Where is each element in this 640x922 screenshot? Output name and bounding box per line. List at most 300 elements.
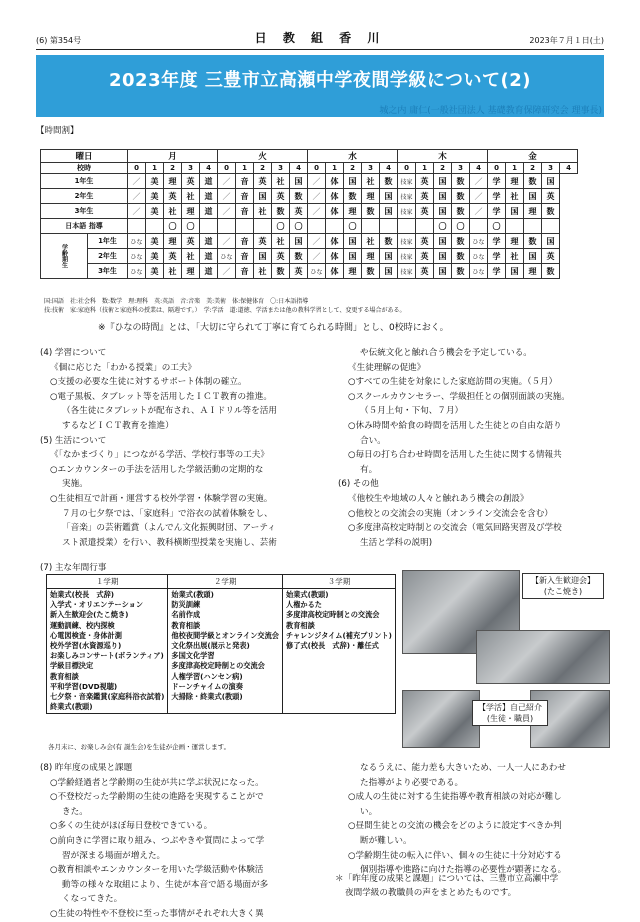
timetable-cell: 学 — [488, 234, 506, 249]
day-4: 金 — [488, 150, 578, 163]
timetable-cell: ／ — [308, 249, 326, 264]
timetable-cell — [416, 219, 434, 234]
text-line: ○休み時間や給食の時間を活用した生徒との自由な語り — [348, 420, 562, 431]
timetable-cell: 国 — [524, 189, 542, 204]
events-table — [46, 574, 396, 714]
text-line: や伝統文化と触れ合う機会を予定している。 — [360, 348, 532, 358]
text-line: (5) 生活について — [40, 435, 107, 446]
event-item: 終業式(教頭) — [50, 702, 93, 712]
event-item: チャレンジタイム(補充プリント) — [286, 630, 392, 640]
timetable-cell: 数 — [542, 204, 560, 219]
timetable-cell: 数 — [452, 264, 470, 279]
event-item: 始業式(教頭) — [286, 590, 329, 599]
text-line: 生活と学科の説明) — [360, 537, 433, 548]
timetable-cell: 理 — [344, 204, 362, 219]
timetable-cell — [128, 219, 146, 234]
timetable-cell: 技家 — [398, 174, 416, 189]
term-2-events — [168, 589, 283, 714]
timetable-cell: 英 — [542, 249, 560, 264]
timetable-cell: 国 — [434, 234, 452, 249]
period-4-4: 4 — [560, 163, 578, 174]
timetable-cell: 音 — [236, 204, 254, 219]
timetable-cell: 数 — [524, 174, 542, 189]
timetable-cell: 音 — [236, 174, 254, 189]
timetable-cell: 美 — [146, 204, 164, 219]
timetable-cell: 数 — [272, 264, 290, 279]
timetable-cell: 〇 — [182, 219, 200, 234]
events-title: (7) 主な年間行事 — [40, 563, 107, 573]
period-2-2: 2 — [344, 163, 362, 174]
timetable-cell: ／ — [470, 174, 488, 189]
timetable-cell: 社 — [362, 174, 380, 189]
timetable-row — [41, 189, 578, 204]
timetable-cell: 国 — [290, 174, 308, 189]
timetable-cell: 数 — [362, 264, 380, 279]
timetable-cell: 英 — [254, 234, 272, 249]
period-4-2: 2 — [524, 163, 542, 174]
timetable-day-row — [41, 150, 578, 163]
timetable-cell: ひな — [470, 249, 488, 264]
timetable-cell: 社 — [506, 249, 524, 264]
text-line: ○電子黒板、タブレット等を活用したＩＣＴ教育の推進。 — [50, 391, 272, 402]
period-4-1: 1 — [506, 163, 524, 174]
timetable-cell: 国 — [434, 264, 452, 279]
timetable-cell: 英 — [182, 174, 200, 189]
timetable-cell: 〇 — [272, 219, 290, 234]
timetable-cell: 社 — [506, 189, 524, 204]
timetable-cell: 理 — [164, 234, 182, 249]
timetable-row — [41, 249, 578, 264]
timetable-row — [41, 234, 578, 249]
timetable-cell: 学 — [488, 264, 506, 279]
timetable-cell: ひな — [470, 234, 488, 249]
text-line: くなってきた。 — [62, 894, 123, 905]
period-0-2: 2 — [164, 163, 182, 174]
period-4-3: 3 — [542, 163, 560, 174]
text-line: 《個に応じた「わかる授業」の工夫》 — [50, 362, 197, 373]
timetable-period-row — [41, 163, 578, 174]
day-1: 火 — [218, 150, 308, 163]
results-right-column — [338, 761, 608, 878]
event-item: 始業式(校長 式辞) — [50, 590, 115, 599]
timetable-cell: 英 — [164, 189, 182, 204]
timetable-cell: ひな — [470, 264, 488, 279]
timetable-cell: 数 — [524, 234, 542, 249]
text-line: ○多度津高校定時制との交流会（電気回路実習及び学校 — [348, 523, 562, 534]
timetable-cell: 学 — [488, 174, 506, 189]
timetable-cell: 理 — [506, 174, 524, 189]
event-item: 運動訓練、校内探検 — [50, 620, 115, 630]
timetable-cell: 英 — [290, 264, 308, 279]
timetable-cell: 社 — [254, 264, 272, 279]
timetable-cell: 数 — [452, 234, 470, 249]
text-line: 《他校生や地域の人々と触れあう機会の創設》 — [348, 493, 529, 504]
text-line: ○成人の生徒に対する生徒指導や教育相談の対応が難し — [348, 792, 562, 803]
timetable-cell: 国 — [434, 174, 452, 189]
timetable-cell — [254, 219, 272, 234]
period-0-3: 3 — [182, 163, 200, 174]
event-item: 教育相談 — [286, 620, 315, 630]
timetable-cell: 数 — [290, 249, 308, 264]
text-line: ○生徒の特性や不登校に至った事情がそれぞれ大きく異 — [50, 908, 264, 919]
period-3-3: 3 — [452, 163, 470, 174]
self-intro-caption: 【学活】自己紹介 (生徒・職員) — [472, 700, 548, 726]
event-item: 平和学習(DVD視聴) — [50, 681, 118, 691]
text-line: ○前向きに学習に取り組み、つぶやきや質問によって学 — [50, 835, 265, 846]
timetable-cell: 技家 — [398, 234, 416, 249]
timetable-cell: 国 — [380, 189, 398, 204]
text-line: ○生徒相互で計画・運営する校外学習・体験学習の実施。 — [50, 493, 273, 504]
event-item: 他校夜間学級とオンライン交流会 — [171, 630, 279, 640]
issue-number: (6) 第354号 — [36, 36, 82, 45]
event-item: 人権かるた — [286, 600, 322, 610]
timetable-cell: 数 — [380, 174, 398, 189]
timetable-cell: 国 — [290, 234, 308, 249]
text-line: (8) 昨年度の成果と課題 — [40, 763, 133, 773]
timetable-cell: 国 — [524, 249, 542, 264]
timetable-row — [41, 219, 578, 234]
timetable-row — [41, 204, 578, 219]
issue-date: 2023年７月１日(土) — [529, 36, 604, 45]
timetable-cell: 数 — [344, 189, 362, 204]
period-1-1: 1 — [236, 163, 254, 174]
period-2-0: 0 — [308, 163, 326, 174]
timetable-cell: 国 — [254, 249, 272, 264]
timetable-cell: 国 — [506, 204, 524, 219]
timetable-cell: 体 — [326, 264, 344, 279]
period-1-2: 2 — [254, 163, 272, 174]
period-3-4: 4 — [470, 163, 488, 174]
text-line: （各生徒にタブレットが配布され、ＡＩドリル等を活用 — [62, 406, 277, 417]
event-item: 校外学習(水資源巡り) — [50, 641, 122, 651]
timetable-cell: 技家 — [398, 264, 416, 279]
timetable-cell: 体 — [326, 189, 344, 204]
timetable-cell: 国 — [344, 234, 362, 249]
timetable-cell: 技家 — [398, 204, 416, 219]
text-line: きた。 — [62, 806, 88, 817]
timetable-cell: 数 — [452, 249, 470, 264]
text-line: た指導がより必要である。 — [360, 777, 464, 788]
timetable-cell: 学 — [488, 204, 506, 219]
period-3-0: 0 — [398, 163, 416, 174]
timetable-cell: 英 — [272, 189, 290, 204]
timetable-cell — [362, 219, 380, 234]
timetable-cell: 美 — [146, 249, 164, 264]
row-label: 3年生 — [88, 264, 128, 279]
day-3: 木 — [398, 150, 488, 163]
timetable-cell: 国 — [542, 174, 560, 189]
event-item: 多国文化学習 — [171, 651, 215, 661]
timetable-cell: 英 — [290, 204, 308, 219]
period-0-0: 0 — [128, 163, 146, 174]
timetable-cell: 国 — [542, 234, 560, 249]
timetable-cell: ／ — [218, 189, 236, 204]
timetable-cell: ／ — [128, 204, 146, 219]
term-1-header: １学期 — [47, 575, 168, 589]
day-0: 月 — [128, 150, 218, 163]
timetable-cell: ／ — [218, 204, 236, 219]
timetable-cell: 理 — [164, 174, 182, 189]
timetable-cell: 理 — [182, 264, 200, 279]
event-item: 名前作成 — [171, 610, 201, 620]
timetable-cell: 英 — [254, 174, 272, 189]
text-line: 実施。 — [62, 479, 88, 490]
timetable-cell: ／ — [128, 174, 146, 189]
timetable-cell: 数 — [362, 204, 380, 219]
timetable-cell: 国 — [434, 204, 452, 219]
event-item: 学級目標決定 — [50, 661, 94, 671]
timetable-cell: 数 — [290, 189, 308, 204]
timetable-cell: 数 — [272, 204, 290, 219]
results-left-column — [40, 761, 325, 922]
article-title: 2023年度 三豊市立高瀬中学夜間学級について(2) — [109, 70, 531, 91]
timetable-cell: 英 — [416, 249, 434, 264]
text-line: 習が深まる場面が増えた。 — [62, 850, 166, 861]
timetable-legend — [44, 297, 406, 315]
timetable-cell: 道 — [200, 234, 218, 249]
text-line: ○すべての生徒を対象にした家庭訪問の実施。（５月） — [348, 377, 558, 388]
timetable-cell: 英 — [164, 249, 182, 264]
event-item: 大掃除・終業式(教頭) — [171, 692, 243, 702]
timetable-cell: 英 — [416, 234, 434, 249]
timetable-cell: 国 — [506, 264, 524, 279]
timetable-cell: 体 — [326, 204, 344, 219]
event-item: 文化祭出展(展示と発表) — [171, 641, 250, 651]
text-line: い。 — [360, 806, 378, 817]
timetable-row — [41, 174, 578, 189]
text-line: ○教育相談やエンカウンターを用いた学級活動や体験活 — [50, 865, 264, 876]
timetable-cell: 音 — [236, 249, 254, 264]
term-2-header: ２学期 — [168, 575, 283, 589]
timetable-cell: 国 — [380, 264, 398, 279]
timetable-cell: 社 — [164, 204, 182, 219]
timetable-cell: 国 — [344, 249, 362, 264]
text-line: 「音楽」の芸術鑑賞（よんでん文化振興財団、アーティ — [62, 523, 276, 534]
timetable-cell: 英 — [542, 189, 560, 204]
text-line: (6) その他 — [338, 479, 379, 490]
text-line: ○支援の必要な生徒に対するサポート体制の確立。 — [50, 377, 247, 388]
student-understanding-column — [338, 346, 608, 550]
timetable-cell: 〇 — [344, 219, 362, 234]
text-line: 断が難しい。 — [360, 835, 412, 846]
timetable-cell: 英 — [416, 189, 434, 204]
text-line: ○不登校だった学齢期の生徒の進路を実現することがで — [50, 792, 264, 803]
timetable-cell: 理 — [362, 249, 380, 264]
timetable-cell: ／ — [308, 234, 326, 249]
timetable-cell: 〇 — [164, 219, 182, 234]
row-label: 1年生 — [88, 234, 128, 249]
row-label: 2年生 — [88, 249, 128, 264]
timetable-cell: 理 — [524, 204, 542, 219]
timetable-cell: 社 — [362, 234, 380, 249]
timetable-cell: 音 — [236, 189, 254, 204]
timetable-cell: 国 — [344, 174, 362, 189]
timetable-cell: ／ — [470, 189, 488, 204]
timetable-cell: 社 — [272, 174, 290, 189]
period-2-1: 1 — [326, 163, 344, 174]
legend-line-1: 国:国語 社:社会科 数:数学 理:理科 英:英語 音:音楽 美:美術 体:保健体育 〇:日本語指導 — [44, 298, 309, 305]
timetable-cell: 美 — [146, 234, 164, 249]
timetable-cell: 体 — [326, 234, 344, 249]
self-intro-photo-1 — [402, 690, 480, 748]
event-item: 多度津高校定時制との交流会 — [171, 661, 265, 671]
period-3-1: 1 — [416, 163, 434, 174]
timetable-cell — [380, 219, 398, 234]
period-1-4: 4 — [290, 163, 308, 174]
row-label: 1年生 — [41, 174, 128, 189]
event-item: 多度津高校定時制との交流会 — [286, 610, 380, 620]
timetable-cell: 学 — [488, 249, 506, 264]
timetable-cell: 社 — [182, 189, 200, 204]
timetable-cell: 〇 — [488, 219, 506, 234]
timetable-cell: 理 — [362, 189, 380, 204]
timetable-cell: 技家 — [398, 189, 416, 204]
term-3-events — [283, 589, 396, 714]
timetable-cell: ひな — [128, 249, 146, 264]
timetable — [40, 149, 578, 279]
timetable-cell: ひな — [128, 264, 146, 279]
timetable-cell: ひな — [218, 249, 236, 264]
event-item: 防災訓練 — [171, 600, 201, 610]
timetable-cell — [218, 219, 236, 234]
timetable-cell — [308, 219, 326, 234]
timetable-cell: ひな — [308, 264, 326, 279]
row-label: 2年生 — [41, 189, 128, 204]
timetable-cell: 〇 — [290, 219, 308, 234]
text-line: ○昼間生徒との交流の機会をどのように設定すべきか判 — [348, 821, 562, 832]
timetable-cell: 国 — [434, 189, 452, 204]
timetable-label: 【時間割】 — [36, 126, 79, 136]
timetable-cell — [542, 219, 560, 234]
timetable-cell: ／ — [308, 204, 326, 219]
text-line: スト派遣授業）を行い、教科横断型授業を実施し、芸術 — [62, 537, 277, 548]
period-1-3: 3 — [272, 163, 290, 174]
welcome-party-caption: 【新入生歓迎会】 (たこ焼き) — [522, 573, 604, 599]
timetable-cell: 体 — [326, 174, 344, 189]
timetable-cell: 道 — [200, 189, 218, 204]
page-header — [36, 30, 604, 50]
timetable-cell: ／ — [470, 204, 488, 219]
timetable-cell — [524, 219, 542, 234]
timetable-cell — [326, 219, 344, 234]
timetable-cell: 数 — [452, 174, 470, 189]
timetable-cell: 社 — [182, 249, 200, 264]
event-item: お楽しみコンサート(ボランティア) — [50, 651, 164, 661]
text-line: 個別指導や進路に向けた指導の必要性が顕著になる。 — [360, 865, 567, 876]
timetable-cell: 技家 — [398, 249, 416, 264]
timetable-cell: 英 — [416, 264, 434, 279]
timetable-cell — [470, 219, 488, 234]
period-3-2: 2 — [434, 163, 452, 174]
event-item: 教育相談 — [171, 620, 201, 630]
timetable-cell — [200, 219, 218, 234]
period-0-1: 1 — [146, 163, 164, 174]
timetable-cell: 数 — [452, 204, 470, 219]
term-1-events — [47, 589, 168, 714]
timetable-cell — [398, 219, 416, 234]
text-line: ○学齢期生徒の転入に伴い、個々の生徒に十分対応する — [348, 850, 562, 861]
timetable-cell: 国 — [254, 189, 272, 204]
text-line: ○毎日の打ち合わせ時間を活用した生徒に関する情報共 — [348, 450, 562, 461]
timetable-cell: ／ — [218, 264, 236, 279]
newspaper-name: 日 教 組 香 川 — [254, 31, 386, 45]
timetable-cell: 〇 — [434, 219, 452, 234]
text-line: ７月の七夕祭では、「家庭科」で浴衣の試着体験をし、 — [62, 508, 273, 519]
period-2-4: 4 — [380, 163, 398, 174]
text-line: するなどＩＣＴ教育を推進） — [62, 420, 174, 431]
timetable-cell: 学 — [488, 189, 506, 204]
timetable-cell — [146, 219, 164, 234]
timetable-cell: 社 — [272, 234, 290, 249]
event-item: 修了式(校長 式辞)・離任式 — [286, 641, 379, 651]
timetable-cell: ／ — [218, 174, 236, 189]
timetable-cell — [506, 219, 524, 234]
timetable-cell: ／ — [218, 234, 236, 249]
timetable-cell: 数 — [542, 264, 560, 279]
timetable-cell: 美 — [146, 174, 164, 189]
timetable-cell: 道 — [200, 249, 218, 264]
events-footnote: 各月末に、お楽しみ会(有 誕生会)を生徒が企画・運営します。 — [48, 743, 231, 751]
timetable-row — [41, 264, 578, 279]
text-line: 《「なかまづくり」につながる学活、学校行事等の工夫》 — [50, 450, 269, 461]
event-item: 七夕祭・音楽鑑賞(家庭科浴衣試着) — [50, 692, 165, 702]
period-2-3: 3 — [362, 163, 380, 174]
timetable-cell: ひな — [128, 234, 146, 249]
event-item: 新入生歓迎会(たこ焼き) — [50, 610, 129, 620]
row-label: 日本語 指導 — [41, 219, 128, 234]
timetable-cell: 理 — [182, 204, 200, 219]
text-line: 動等の様々な取組により、生徒が本音で語る場面が多 — [62, 879, 269, 890]
timetable-cell: 数 — [452, 189, 470, 204]
event-item: 入学式・オリエンテーション — [50, 600, 144, 610]
event-item: 人権学習(ハンセン病) — [171, 671, 243, 681]
results-note: ＊「昨年度の成果と課題」については、三豊市立高瀬中学 夜間学級の教職員の声をまとめたものです。 — [335, 874, 559, 898]
text-line: (4) 学習について — [40, 348, 107, 358]
timetable-cell: 音 — [236, 264, 254, 279]
legend-line-2: 技:技術 家:家庭科（技術と家庭科の授業は、隔週です。） 学:学活 道:道徳、学活または他の教科学習として、変更する場合がある。 — [44, 307, 406, 314]
event-item: ドーンチャイムの演奏 — [171, 681, 243, 691]
term-3-header: ３学期 — [283, 575, 396, 589]
timetable-cell — [236, 219, 254, 234]
period-1-0: 0 — [218, 163, 236, 174]
hina-note: ※『ひなの時間』とは、「大切に守られて丁寧に育てられる時間」とし、0校時におく。 — [98, 323, 449, 333]
timetable-cell: 〇 — [452, 219, 470, 234]
timetable-cell: 音 — [236, 234, 254, 249]
timetable-cell: 社 — [254, 204, 272, 219]
period-4-0: 0 — [488, 163, 506, 174]
day-header: 曜日 — [41, 150, 128, 163]
text-line: ○他校との交流会の実施（オンライン交流会を含む） — [348, 508, 553, 519]
text-line: ○エンカウンターの手法を活用した学級活動の定期的な — [50, 464, 264, 475]
timetable-cell: 道 — [200, 264, 218, 279]
event-item: 心電図検査・身体計測 — [50, 630, 122, 640]
timetable-cell: 国 — [380, 204, 398, 219]
timetable-cell: 道 — [200, 204, 218, 219]
text-line: （５月上旬・下旬、７月） — [360, 406, 464, 417]
row-label: 3年生 — [41, 204, 128, 219]
section-label: 学齢期生 — [41, 234, 88, 279]
timetable-cell: ／ — [308, 189, 326, 204]
timetable-cell: 数 — [380, 234, 398, 249]
timetable-cell: 理 — [524, 264, 542, 279]
timetable-cell: 理 — [344, 264, 362, 279]
text-line: ○スクールカウンセラー、学級担任との個別面談の実施。 — [348, 391, 570, 402]
period-header: 校時 — [41, 163, 128, 174]
text-line: 有。 — [360, 464, 378, 475]
text-line: 《生徒理解の促進》 — [348, 362, 426, 373]
timetable-cell: 道 — [200, 174, 218, 189]
timetable-cell: 英 — [272, 249, 290, 264]
